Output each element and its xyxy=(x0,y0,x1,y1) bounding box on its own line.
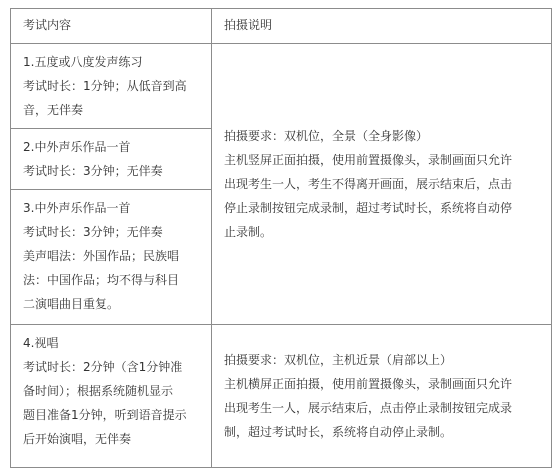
exam-item-line: 美声唱法：外国作品；民族唱 xyxy=(23,249,180,263)
exam-item-line: 考试时长：3分钟；无伴奏 xyxy=(23,225,163,239)
note-line: 出现考生一人，展示结束后，点击停止录制按钮完成录 xyxy=(224,401,513,415)
exam-item-line: 二演唱曲目重复。 xyxy=(23,297,120,311)
filming-note-2 xyxy=(212,325,552,468)
header-filming-instructions: 拍摄说明 xyxy=(212,9,552,44)
exam-item-line: 备时间）；根据系统随机显示 xyxy=(23,384,174,398)
exam-item-line: 题目准备1分钟，听到语音提示 xyxy=(23,408,187,422)
note-line: 主机横屏正面拍摄，使用前置摄像头，录制画面只允许 xyxy=(224,377,513,391)
exam-item-line: 考试时长：3分钟；无伴奏 xyxy=(23,164,163,178)
table-header-row xyxy=(11,9,552,44)
note-line: 制，超过考试时长，系统将自动停止录制。 xyxy=(224,425,453,439)
exam-item-title: 4.视唱 xyxy=(23,336,59,350)
table-row xyxy=(11,44,552,129)
exam-item-title: 2.中外声乐作品一首 xyxy=(23,140,131,154)
exam-item-title: 1.五度或八度发声练习 xyxy=(23,55,143,69)
exam-table xyxy=(10,8,552,468)
exam-item-2 xyxy=(11,129,212,190)
exam-item-line: 考试时长：2分钟（含1分钟准 xyxy=(23,360,183,374)
table-row xyxy=(11,325,552,468)
exam-item-title: 3.中外声乐作品一首 xyxy=(23,201,131,215)
header-exam-content: 考试内容 xyxy=(11,9,212,44)
note-line: 主机竖屏正面拍摄，使用前置摄像头，录制画面只允许 xyxy=(224,153,513,167)
note-line: 出现考生一人，考生不得离开画面，展示结束后，点击 xyxy=(224,177,513,191)
note-line: 停止录制按钮完成录制，超过考试时长，系统将自动停 xyxy=(224,201,513,215)
exam-item-line: 音，无伴奏 xyxy=(23,103,84,117)
filming-note-1 xyxy=(212,44,552,325)
exam-item-4 xyxy=(11,325,212,468)
exam-item-1 xyxy=(11,44,212,129)
exam-item-line: 后开始演唱，无伴奏 xyxy=(23,432,132,446)
exam-item-line: 考试时长：1分钟；从低音到高 xyxy=(23,79,187,93)
exam-item-3 xyxy=(11,190,212,325)
note-line: 拍摄要求：双机位，全景（全身影像） xyxy=(224,129,429,143)
note-line: 拍摄要求：双机位，主机近景（肩部以上） xyxy=(224,353,453,367)
exam-item-line: 法：中国作品；均不得与科目 xyxy=(23,273,180,287)
note-line: 止录制。 xyxy=(224,225,273,239)
